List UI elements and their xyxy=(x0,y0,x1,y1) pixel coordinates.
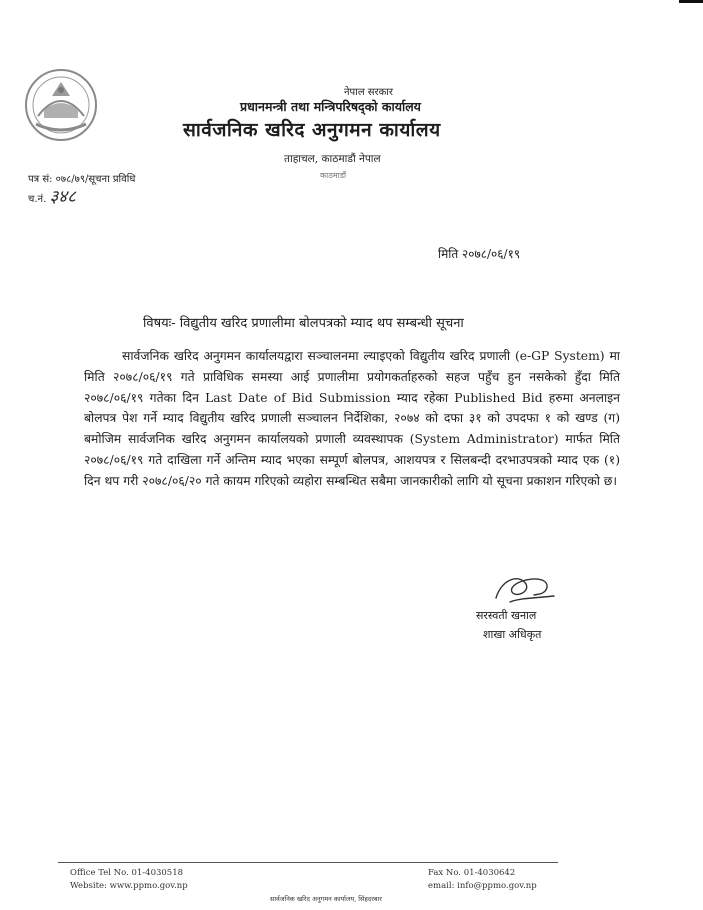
header-ministry: प्रधानमन्त्री तथा मन्त्रिपरिषद्को कार्यालय xyxy=(240,99,421,114)
reference-chalani xyxy=(28,184,76,207)
header-stamp-text: काठमाडौं xyxy=(320,171,347,180)
letter-date: मिति २०७८/०६/१९ xyxy=(438,247,521,261)
signature-scribble xyxy=(490,568,560,610)
chalani-number: ३४८ xyxy=(49,187,76,207)
header-government: नेपाल सरकार xyxy=(344,87,393,98)
signatory-title: शाखा अधिकृत xyxy=(483,628,542,641)
chalani-label: च.नं. xyxy=(28,194,47,205)
header-address: ताहाचल, काठमाडौं नेपाल xyxy=(284,153,381,165)
letter-subject: विषयः- विद्युतीय खरिद प्रणालीमा बोलपत्रको म्याद थप सम्बन्धी सूचना xyxy=(143,316,464,331)
footer-divider xyxy=(58,862,558,863)
scan-corner-mark xyxy=(679,0,703,3)
header-office-title: सार्वजनिक खरिद अनुगमन कार्यालय xyxy=(183,119,441,141)
letter-body: सार्वजनिक खरिद अनुगमन कार्यालयद्वारा सञ्चालनमा ल्याइएको विद्युतीय खरिद प्रणाली (e-GP System) मा मिति २०७८/०६/१९ गते प्राविधिक समस्या आई प्रणालीमा प्रयोगकर्ताहरुको सहज पहुँच हुन नसकेको हुँदा मिति २०७८/०६/१९ गतेका दिन Last Date of Bid Submission म्याद रहेका Published Bid हरुमा अनलाइन बोलपत्र पेश गर्ने म्याद विद्युतीय खरिद प्रणाली सञ्चालन निर्देशिका, २०७४ को दफा ३१ को उपदफा १ को खण्ड (ग) बमोजिम सार्वजनिक खरिद अनुगमन कार्यालयको प्रणाली व्यवस्थापक (System Administrator) मार्फत मिति २०७८/०६/१९ गते दाखिला गर्ने अन्तिम म्याद भएका सम्पूर्ण बोलपत्र, आशयपत्र र सिलबन्दी दरभाउपत्रको म्याद एक (१) दिन थप गरी २०७८/०६/२० गते कायम गरिएको व्यहोरा सम्बन्धित सबैमा जानकारीको लागि यो सूचना प्रकाशन गरिएको छ। xyxy=(84,349,620,488)
reference-patra-number: पत्र सं: ०७८/७९/सूचना प्रविधि xyxy=(28,174,136,185)
footer-bottom-note: सार्वजनिक खरिद अनुगमन कार्यालय, सिंहदरबार xyxy=(270,895,382,903)
footer-telephone: Office Tel No. 01-4030518 xyxy=(70,868,184,878)
footer-fax: Fax No. 01-4030642 xyxy=(428,868,516,878)
footer-website: Website: www.ppmo.gov.np xyxy=(70,881,188,891)
nepal-emblem-icon xyxy=(22,66,100,144)
signatory-name: सरस्वती खनाल xyxy=(476,609,537,622)
footer-email: email: info@ppmo.gov.np xyxy=(428,881,537,891)
